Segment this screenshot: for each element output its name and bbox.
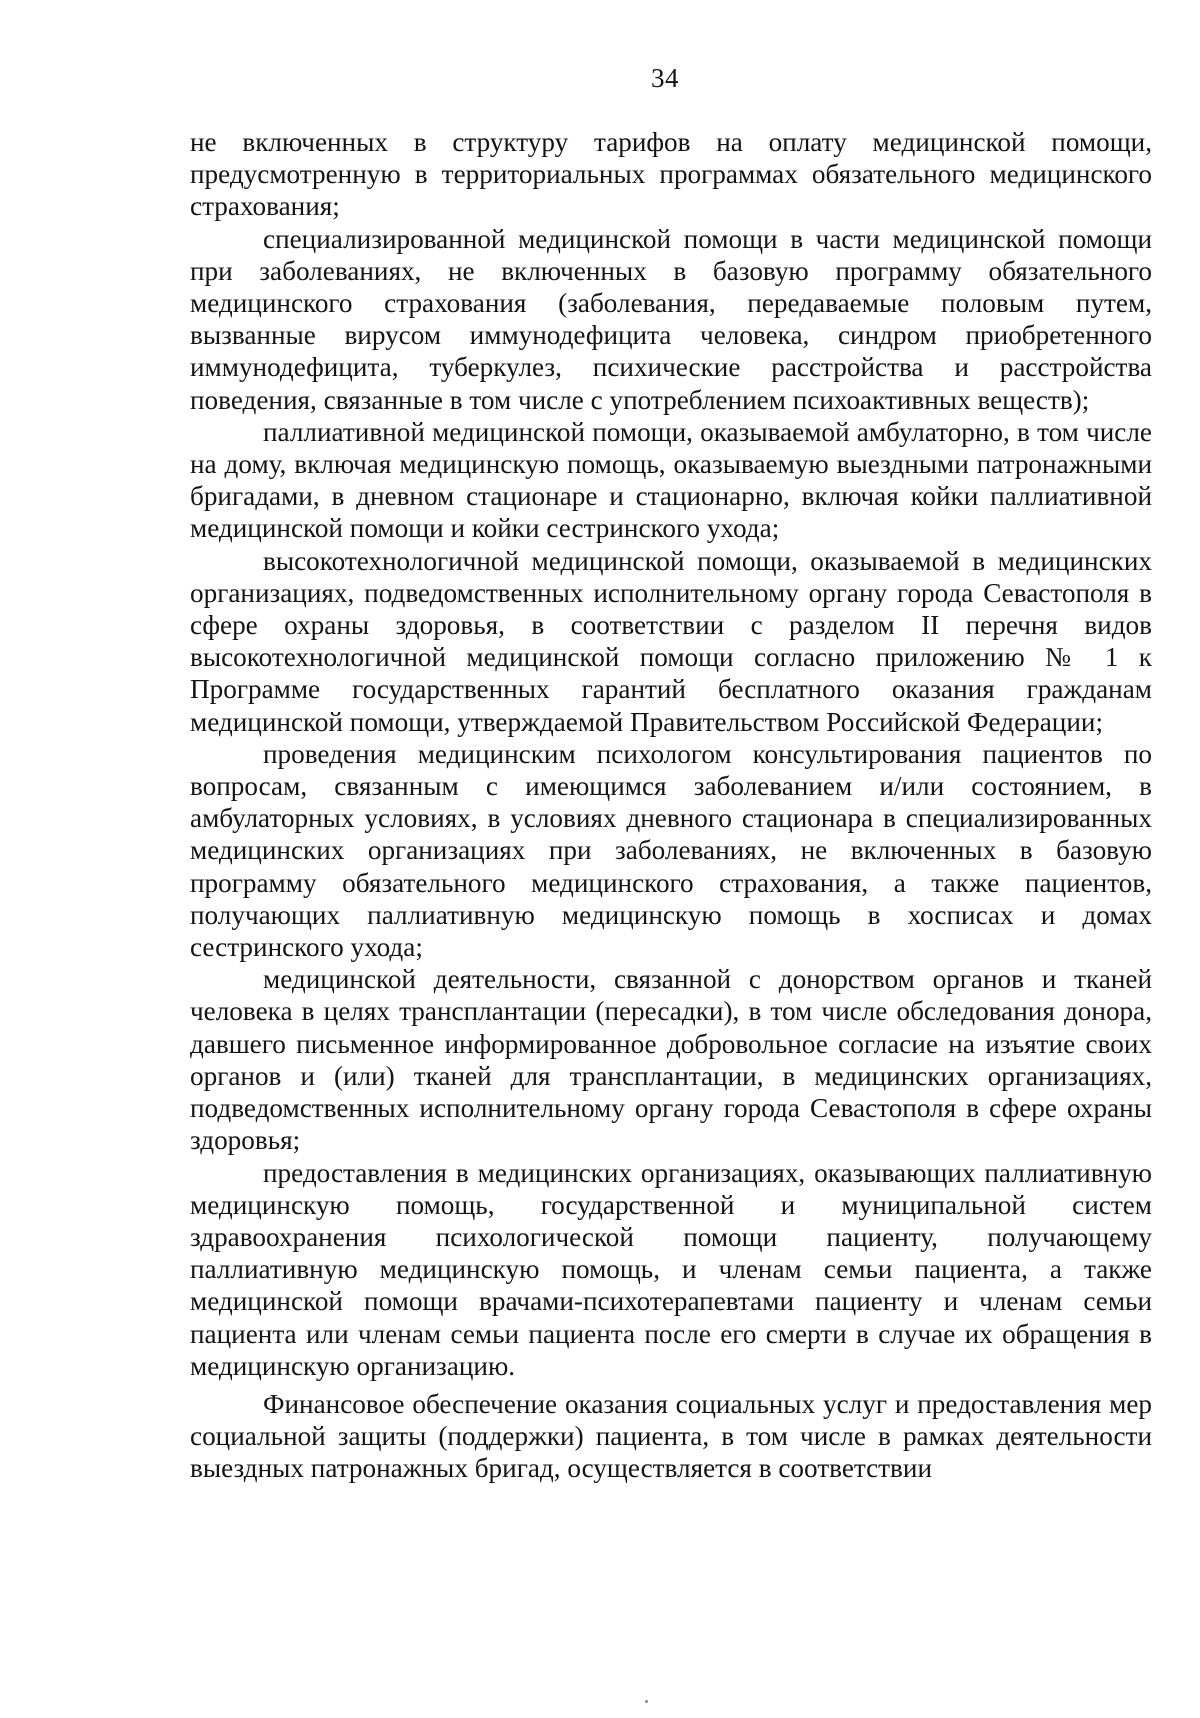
paragraph-high-tech-care: высокотехнологичной медицинской помощи, оказываемой в медицинских организациях, подведомственных исполнительному органу города Севастополя в сфере охраны здоровья, в соответствии с разделом II перечня видов высокотехнологичной медицинской помощи согласно приложению № 1 к Программе государственных гарантий бесплатного оказания гражданам медицинской помощи, утверждаемой Правительством Российской Федерации; <box>190 545 1152 737</box>
paragraph-palliative-care: паллиативной медицинской помощи, оказываемой амбулаторно, в том числе на дому, включая медицинскую помощь, оказываемую выездными патронажными бригадами, в дневном стационаре и стационарно, включая койки паллиативной медицинской помощи и койки сестринского ухода; <box>190 416 1152 544</box>
paragraph-social-services-funding: Финансовое обеспечение оказания социальных услуг и предоставления мер социальной защиты (поддержки) пациента, в том числе в рамках деятельности выездных патронажных бригад, осуществляется в соответствии <box>190 1388 1152 1484</box>
paragraph-psychologist-consulting: проведения медицинским психологом консультирования пациентов по вопросам, связанным с имеющимся заболеванием и/или состоянием, в амбулаторных условиях, в условиях дневного стационара в специализированных медицинских организациях при заболеваниях, не включенных в базовую программу обязательного медицинского страхования, а также пациентов, получающих паллиативную медицинскую помощь в хосписах и домах сестринского ухода; <box>190 738 1152 963</box>
paragraph-specialized-care: специализированной медицинской помощи в части медицинской помощи при заболеваниях, не включенных в базовую программу обязательного медицинского страхования (заболевания, передаваемые половым путем, вызванные вирусом иммунодефицита человека, синдром приобретенного иммунодефицита, туберкулез, психические расстройства и расстройства поведения, связанные в том числе с употреблением психоактивных веществ); <box>190 223 1152 415</box>
paragraph-tariff-exclusions: не включенных в структуру тарифов на оплату медицинской помощи, предусмотренную в территориальных программах обязательного медицинского страхования; <box>190 127 1152 222</box>
paragraph-organ-donation: медицинской деятельности, связанной с донорством органов и тканей человека в целях трансплантации (пересадки), в том числе обследования донора, давшего письменное информированное добровольное согласие на изъятие своих органов и (или) тканей для трансплантации, в медицинских организациях, подведомственных исполнительному органу города Севастополя в сфере охраны здоровья; <box>190 964 1152 1156</box>
page-number: 34 <box>651 63 679 93</box>
document-body <box>190 126 1152 1485</box>
paragraph-psychological-help: предоставления в медицинских организациях, оказывающих паллиативную медицинскую помощь, государственной и муниципальной систем здравоохранения психологической помощи пациенту, получающему паллиативную медицинскую помощь, и членам семьи пациента, а также медицинской помощи врачами-психотерапевтами пациенту и членам семьи пациента или членам семьи пациента после его смерти в случае их обращения в медицинскую организацию. <box>190 1157 1152 1381</box>
scan-speck <box>645 1700 648 1703</box>
